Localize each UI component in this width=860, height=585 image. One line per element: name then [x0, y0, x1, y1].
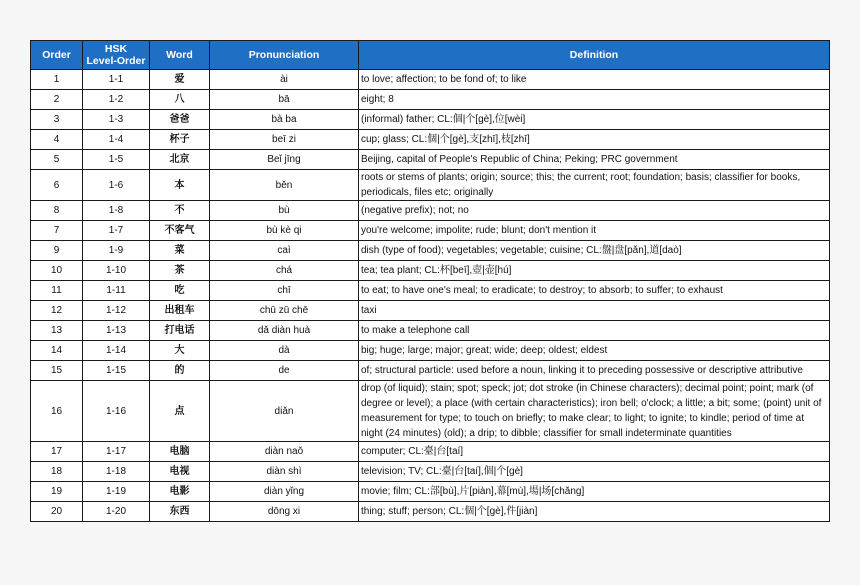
- header-word: Word: [150, 41, 210, 70]
- cell-pronunciation: bà ba: [210, 110, 359, 130]
- cell-level-order: 1-16: [83, 381, 150, 442]
- cell-order: 2: [31, 90, 83, 110]
- cell-definition: television; TV; CL:臺|台[taí],個|个[gè]: [359, 462, 830, 482]
- cell-order: 17: [31, 442, 83, 462]
- cell-order: 13: [31, 321, 83, 341]
- cell-order: 12: [31, 301, 83, 321]
- cell-definition: to eat; to have one's meal; to eradicate; to destroy; to absorb; to suffer; to exhaust: [359, 281, 830, 301]
- table-row: [31, 170, 830, 201]
- cell-order: 4: [31, 130, 83, 150]
- cell-level-order: 1-1: [83, 70, 150, 90]
- cell-word: 北京: [150, 150, 210, 170]
- table-row: [31, 261, 830, 281]
- cell-definition: to love; affection; to be fond of; to like: [359, 70, 830, 90]
- cell-word: 大: [150, 341, 210, 361]
- cell-pronunciation: dǎ diàn huà: [210, 321, 359, 341]
- cell-level-order: 1-6: [83, 170, 150, 201]
- vocabulary-table: [30, 40, 830, 522]
- cell-word: 杯子: [150, 130, 210, 150]
- cell-definition: to make a telephone call: [359, 321, 830, 341]
- cell-pronunciation: caì: [210, 241, 359, 261]
- table-row: [31, 462, 830, 482]
- cell-order: 19: [31, 482, 83, 502]
- cell-definition: movie; film; CL:部[bù],片[piàn],幕[mù],場|场[chǎng]: [359, 482, 830, 502]
- cell-word: 八: [150, 90, 210, 110]
- cell-order: 3: [31, 110, 83, 130]
- cell-definition: of; structural particle: used before a noun, linking it to preceding possessive or descriptive attributive: [359, 361, 830, 381]
- cell-word: 打电话: [150, 321, 210, 341]
- cell-definition: computer; CL:臺|台[taí]: [359, 442, 830, 462]
- table-row: [31, 361, 830, 381]
- cell-level-order: 1-8: [83, 201, 150, 221]
- cell-definition: tea; tea plant; CL:杯[beī],壺|壶[hú]: [359, 261, 830, 281]
- cell-pronunciation: diàn yǐng: [210, 482, 359, 502]
- header-hsk-line1: HSK: [104, 43, 128, 55]
- header-row: [31, 41, 830, 70]
- cell-pronunciation: diàn shì: [210, 462, 359, 482]
- cell-order: 9: [31, 241, 83, 261]
- cell-pronunciation: bù: [210, 201, 359, 221]
- cell-level-order: 1-19: [83, 482, 150, 502]
- table-row: [31, 201, 830, 221]
- table-row: [31, 130, 830, 150]
- table-row: [31, 301, 830, 321]
- header-hsk-line2: Level-Order: [86, 55, 146, 67]
- cell-word: 电脑: [150, 442, 210, 462]
- cell-definition: you're welcome; impolite; rude; blunt; don't mention it: [359, 221, 830, 241]
- cell-word: 茶: [150, 261, 210, 281]
- table-row: [31, 241, 830, 261]
- table-row: [31, 90, 830, 110]
- table-row: [31, 442, 830, 462]
- cell-definition: dish (type of food); vegetables; vegetable; cuisine; CL:盤|盘[pǎn],道[daò]: [359, 241, 830, 261]
- cell-order: 16: [31, 381, 83, 442]
- cell-definition: taxi: [359, 301, 830, 321]
- cell-order: 18: [31, 462, 83, 482]
- cell-pronunciation: chá: [210, 261, 359, 281]
- table-row: [31, 502, 830, 522]
- cell-order: 8: [31, 201, 83, 221]
- cell-level-order: 1-20: [83, 502, 150, 522]
- cell-level-order: 1-11: [83, 281, 150, 301]
- cell-pronunciation: bā: [210, 90, 359, 110]
- table-row: [31, 110, 830, 130]
- cell-level-order: 1-15: [83, 361, 150, 381]
- cell-order: 10: [31, 261, 83, 281]
- table-row: [31, 221, 830, 241]
- cell-order: 14: [31, 341, 83, 361]
- cell-pronunciation: dà: [210, 341, 359, 361]
- cell-order: 11: [31, 281, 83, 301]
- header-pronunciation: Pronunciation: [210, 41, 359, 70]
- cell-definition: roots or stems of plants; origin; source; this; the current; root; foundation; basis; classifier for books, periodicals, files etc; originally: [359, 170, 830, 201]
- cell-level-order: 1-4: [83, 130, 150, 150]
- cell-pronunciation: ài: [210, 70, 359, 90]
- header-definition: Definition: [359, 41, 830, 70]
- table-row: [31, 482, 830, 502]
- cell-pronunciation: chī: [210, 281, 359, 301]
- table-row: [31, 341, 830, 361]
- cell-pronunciation: beī zi: [210, 130, 359, 150]
- cell-level-order: 1-17: [83, 442, 150, 462]
- cell-word: 不: [150, 201, 210, 221]
- cell-level-order: 1-3: [83, 110, 150, 130]
- cell-word: 电影: [150, 482, 210, 502]
- cell-level-order: 1-18: [83, 462, 150, 482]
- table-row: [31, 150, 830, 170]
- cell-order: 5: [31, 150, 83, 170]
- cell-definition: cup; glass; CL:個|个[gè],支[zhī],枝[zhī]: [359, 130, 830, 150]
- cell-order: 15: [31, 361, 83, 381]
- cell-order: 20: [31, 502, 83, 522]
- table-body: [31, 70, 830, 522]
- table-row: [31, 70, 830, 90]
- cell-order: 1: [31, 70, 83, 90]
- cell-level-order: 1-14: [83, 341, 150, 361]
- cell-word: 出租车: [150, 301, 210, 321]
- cell-pronunciation: chū zū chē: [210, 301, 359, 321]
- cell-pronunciation: Beǐ jīng: [210, 150, 359, 170]
- cell-pronunciation: dōng xi: [210, 502, 359, 522]
- cell-definition: (informal) father; CL:個|个[gè],位[wèi]: [359, 110, 830, 130]
- cell-definition: thing; stuff; person; CL:個|个[gè],件[jiàn]: [359, 502, 830, 522]
- cell-level-order: 1-10: [83, 261, 150, 281]
- cell-level-order: 1-5: [83, 150, 150, 170]
- cell-definition: big; huge; large; major; great; wide; deep; oldest; eldest: [359, 341, 830, 361]
- cell-word: 本: [150, 170, 210, 201]
- cell-pronunciation: bù kè qi: [210, 221, 359, 241]
- cell-order: 7: [31, 221, 83, 241]
- cell-level-order: 1-13: [83, 321, 150, 341]
- cell-word: 菜: [150, 241, 210, 261]
- cell-word: 电视: [150, 462, 210, 482]
- header-hsk-level-order: [83, 41, 150, 70]
- cell-pronunciation: de: [210, 361, 359, 381]
- cell-word: 东西: [150, 502, 210, 522]
- cell-pronunciation: běn: [210, 170, 359, 201]
- table-row: [31, 281, 830, 301]
- cell-definition: (negative prefix); not; no: [359, 201, 830, 221]
- cell-word: 不客气: [150, 221, 210, 241]
- cell-level-order: 1-2: [83, 90, 150, 110]
- cell-level-order: 1-12: [83, 301, 150, 321]
- cell-word: 点: [150, 381, 210, 442]
- cell-word: 的: [150, 361, 210, 381]
- cell-pronunciation: diàn naǒ: [210, 442, 359, 462]
- cell-pronunciation: diǎn: [210, 381, 359, 442]
- cell-definition: eight; 8: [359, 90, 830, 110]
- cell-definition: drop (of liquid); stain; spot; speck; jot; dot stroke (in Chinese characters); decimal point; point; mark (of degree or level); a place (with certain characteristics); iron bell; o'clock; a little; a bit; some; (point) unit of measurement for type; to touch on briefly; to make clear; to light; to ignite; to kindle; period of time at night (24 minutes) (old); a drip; to dibble; classifier for small indeterminate quantities: [359, 381, 830, 442]
- cell-word: 爱: [150, 70, 210, 90]
- table-row: [31, 381, 830, 442]
- cell-level-order: 1-9: [83, 241, 150, 261]
- cell-definition: Beijing, capital of People's Republic of China; Peking; PRC government: [359, 150, 830, 170]
- header-order: Order: [31, 41, 83, 70]
- table-row: [31, 321, 830, 341]
- cell-order: 6: [31, 170, 83, 201]
- cell-word: 爸爸: [150, 110, 210, 130]
- cell-word: 吃: [150, 281, 210, 301]
- cell-level-order: 1-7: [83, 221, 150, 241]
